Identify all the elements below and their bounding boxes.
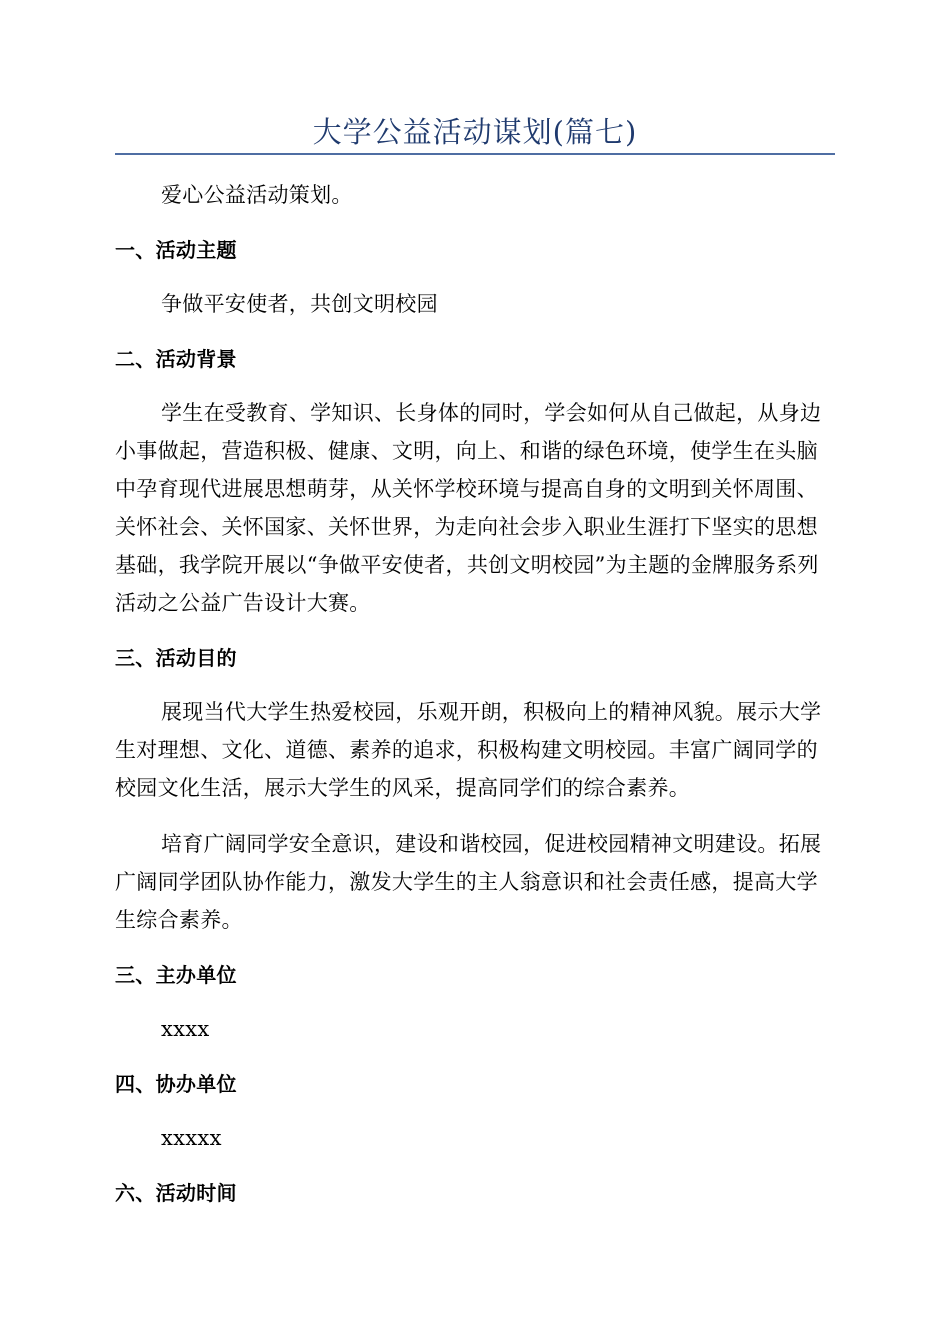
section-paragraph-co-organizer: xxxxx <box>161 1126 222 1150</box>
section-paragraph-theme: 争做平安使者，共创文明校园 <box>161 292 438 316</box>
title-underline <box>115 153 835 155</box>
section-paragraph-organizer: xxxx <box>161 1017 210 1041</box>
intro-paragraph: 爱心公益活动策划。 <box>161 183 353 207</box>
section-heading-theme: 一、活动主题 <box>115 238 237 262</box>
section-paragraph-purpose-2: 培育广阔同学安全意识，建设和谐校园，促进校园精神文明建设。拓展广阔同学团队协作能力，激发大学生的主人翁意识和社会责任感，提高大学生综合素养。 <box>115 832 822 932</box>
section-heading-background: 二、活动背景 <box>115 347 237 371</box>
document-body <box>115 176 835 1228</box>
section-heading-organizer: 三、主办单位 <box>115 963 237 987</box>
section-heading-co-organizer: 四、协办单位 <box>115 1072 237 1096</box>
section-heading-purpose: 三、活动目的 <box>115 646 237 670</box>
section-paragraph-background: 学生在受教育、学知识、长身体的同时，学会如何从自己做起，从身边小事做起，营造积极、健康、文明，向上、和谐的绿色环境，使学生在头脑中孕育现代进展思想萌芽，从关怀学校环境与提高自身的文明到关怀周围、关怀社会、关怀国家、关怀世界，为走向社会步入职业生涯打下坚实的思想基础，我学院开展以“争做平安使者，共创文明校园”为主题的金牌服务系列活动之公益广告设计大赛。 <box>115 401 822 615</box>
document-title: 大学公益活动谋划(篇七) <box>312 115 638 149</box>
section-heading-time: 六、活动时间 <box>115 1181 237 1205</box>
section-paragraph-purpose-1: 展现当代大学生热爱校园，乐观开朗，积极向上的精神风貌。展示大学生对理想、文化、道德、素养的追求，积极构建文明校园。丰富广阔同学的校园文化生活，展示大学生的风采，提高同学们的综合素养。 <box>115 700 822 800</box>
